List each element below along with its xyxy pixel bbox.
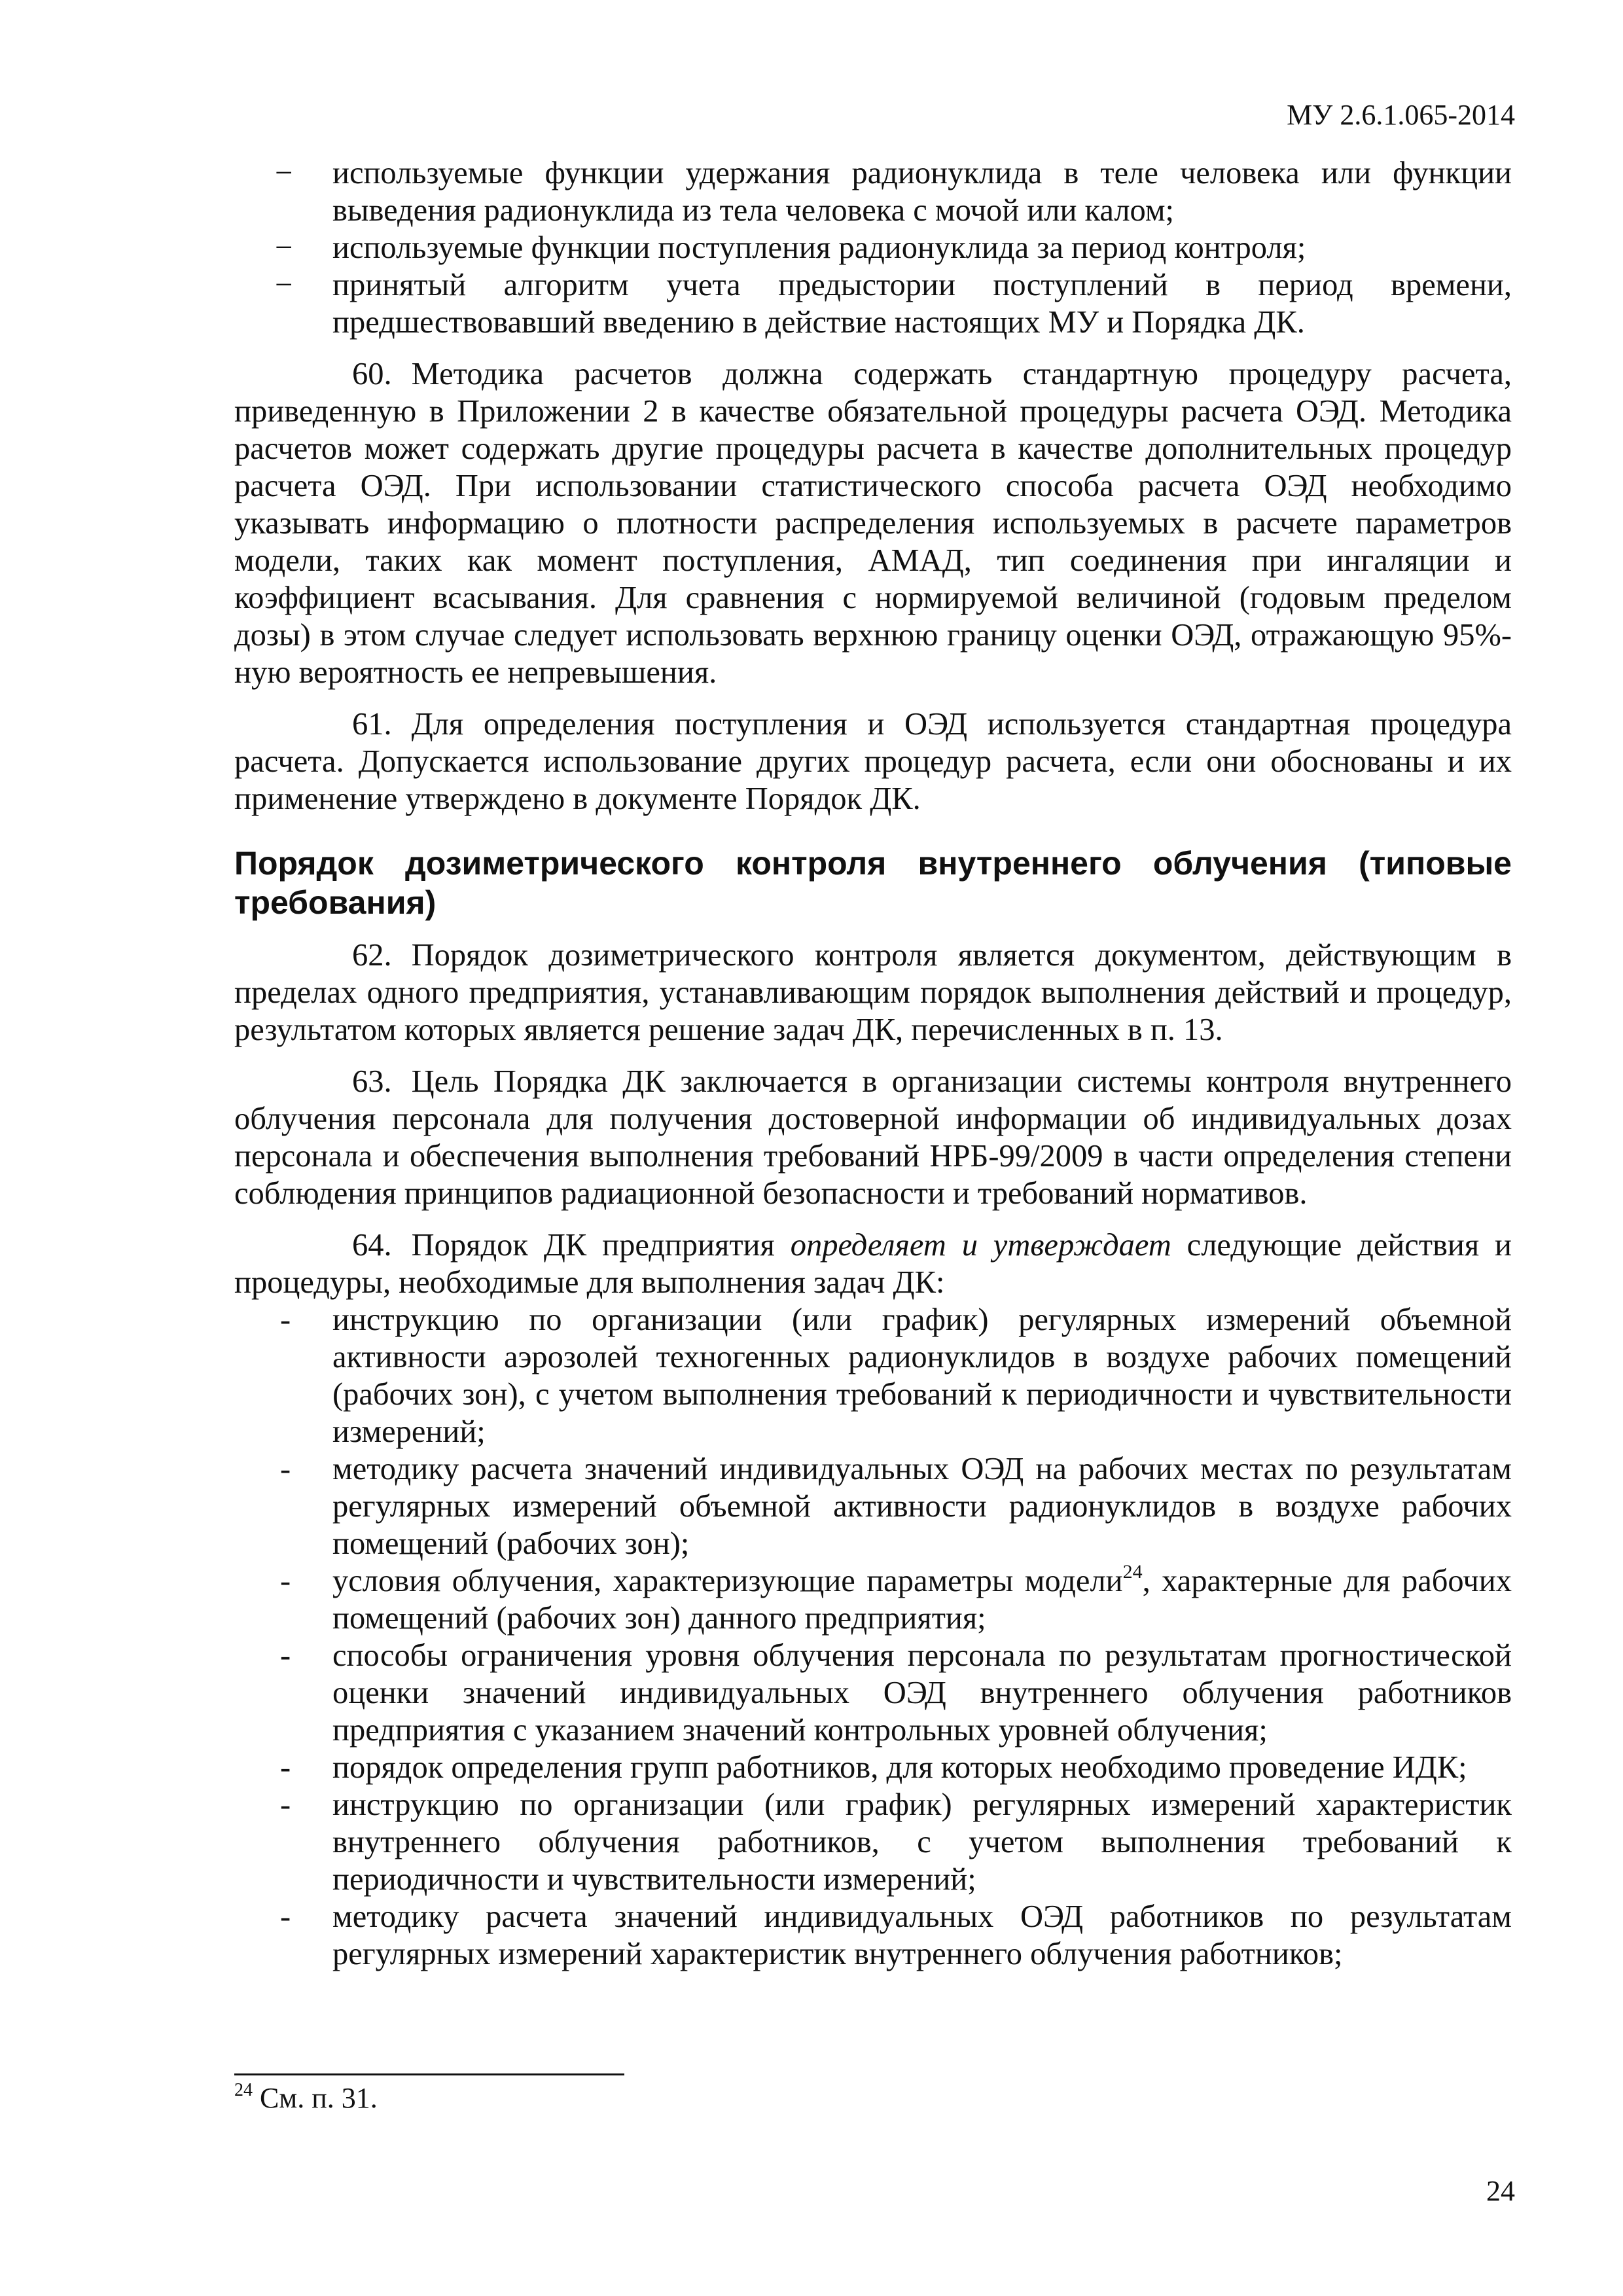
page-content [234, 154, 1512, 1973]
footnote [234, 2080, 378, 2117]
list-item [234, 1898, 1512, 1973]
dash-marker: - [280, 1750, 291, 1785]
paragraph-61 [234, 706, 1512, 817]
paragraph-63 [234, 1063, 1512, 1212]
dash-marker: − [275, 230, 293, 265]
list-item-text: инструкцию по организации (или график) регулярных измерений объемной активности аэрозолей техногенных радионуклидов в воздухе рабочих помещений (рабочих зон), с учетом выполнения требований к периодичности и чувствительности измерений; [332, 1302, 1512, 1449]
list-item [234, 1562, 1512, 1637]
footnote-reference[interactable]: 24 [1122, 1561, 1143, 1583]
dash-marker: - [280, 1899, 291, 1934]
section-heading: Порядок дозиметрического контроля внутреннего облучения (типовые требования) [234, 845, 1512, 921]
paragraph-text: Методика расчетов должна содержать стандартную процедуру расчета, приведенную в Приложении 2 в качестве обязательной процедуры расчета ОЭД. Методика расчетов может содержать другие процедуры расчета в качестве дополнительных процедур расчета ОЭД. При использовании статистического способа расчета ОЭД необходимо указывать информацию о плотности распределения используемых в расчете параметров модели, таких как момент поступления, АМАД, тип соединения при ингаляции и коэффициент всасывания. Для сравнения с нормируемой величиной (годовым пределом дозы) в этом случае следует использовать верхнюю границу оценки ОЭД, отражающую 95%-ную вероятность ее непревышения. [234, 357, 1512, 690]
paragraph-number: 63. [352, 1064, 392, 1099]
list-item [234, 1301, 1512, 1450]
intro-list [234, 154, 1512, 341]
page-number: 24 [1486, 2175, 1515, 2207]
list-item-text: методику расчета значений индивидуальных ОЭД работников по результатам регулярных измерений характеристик внутреннего облучения работников; [332, 1899, 1512, 1971]
paragraph-text: Цель Порядка ДК заключается в организации системы контроля внутреннего облучения персонала для получения достоверной информации об индивидуальных дозах персонала и обеспечения выполнения требований НРБ-99/2009 в части определения степени соблюдения принципов радиационной безопасности и требований нормативов. [234, 1064, 1512, 1211]
dash-marker: - [280, 1452, 291, 1486]
list-item [234, 1637, 1512, 1749]
dash-marker: − [275, 268, 293, 302]
list-item-text: используемые функции поступления радионуклида за период контроля; [332, 230, 1306, 265]
list-item-text: методику расчета значений индивидуальных ОЭД на рабочих местах по результатам регулярных измерений объемной активности радионуклидов в воздухе рабочих помещений (рабочих зон); [332, 1452, 1512, 1561]
list-item-text: способы ограничения уровня облучения персонала по результатам прогностической оценки значений индивидуальных ОЭД внутреннего облучения работников предприятия с указанием значений контрольных уровней облучения; [332, 1638, 1512, 1748]
list-item [234, 1450, 1512, 1562]
list-item [234, 1749, 1512, 1786]
list-item-text-after: , характерные для рабочих помещений (рабочих зон) данного предприятия; [332, 1564, 1512, 1636]
paragraph-60 [234, 355, 1512, 691]
dash-marker: - [280, 1302, 291, 1337]
paragraph-number: 61. [352, 707, 392, 742]
document-code-header: МУ 2.6.1.065-2014 [1287, 99, 1515, 131]
list-item [234, 1786, 1512, 1898]
list-item-text-before: условия облучения, характеризующие параметры модели [332, 1564, 1123, 1598]
paragraph-64 [234, 1227, 1512, 1301]
list-item-text: используемые функции удержания радионуклида в теле человека или функции выведения радионуклида из тела человека с мочой или калом; [332, 156, 1512, 228]
dash-marker: - [280, 1638, 291, 1673]
paragraph-text-before: Порядок ДК предприятия [411, 1228, 775, 1263]
list-item [234, 229, 1512, 266]
footnote-separator [234, 2073, 624, 2075]
paragraph-number: 64. [352, 1228, 392, 1263]
list-item-text: инструкцию по организации (или график) регулярных измерений характеристик внутреннего облучения работников, с учетом выполнения требований к периодичности и чувствительности измерений; [332, 1787, 1512, 1897]
dash-marker: - [280, 1564, 291, 1598]
paragraph-number: 60. [352, 357, 392, 391]
dash-marker: − [275, 156, 293, 190]
p64-list [234, 1301, 1512, 1973]
footnote-text: См. п. 31. [260, 2082, 378, 2114]
list-item-text: принятый алгоритм учета предыстории поступлений в период времени, предшествовавший введению в действие настоящих МУ и Порядка ДК. [332, 268, 1512, 340]
paragraph-text: Для определения поступления и ОЭД используется стандартная процедура расчета. Допускается использование других процедур расчета, если они обоснованы и их применение утверждено в документе Порядок ДК. [234, 707, 1512, 816]
list-item [234, 154, 1512, 229]
list-item [234, 266, 1512, 341]
paragraph-text: Порядок дозиметрического контроля является документом, действующим в пределах одного предприятия, устанавливающим порядок выполнения действий и процедур, результатом которых является решение задач ДК, перечисленных в п. 13. [234, 938, 1512, 1047]
paragraph-text-after: следующие действия и процедуры, необходимые для выполнения задач ДК: [234, 1228, 1512, 1300]
dash-marker: - [280, 1787, 291, 1822]
paragraph-62 [234, 937, 1512, 1049]
paragraph-number: 62. [352, 938, 392, 973]
list-item-text: порядок определения групп работников, для которых необходимо проведение ИДК; [332, 1750, 1467, 1785]
paragraph-emphasis: определяет и утверждает [790, 1228, 1171, 1263]
footnote-number: 24 [234, 2080, 253, 2100]
